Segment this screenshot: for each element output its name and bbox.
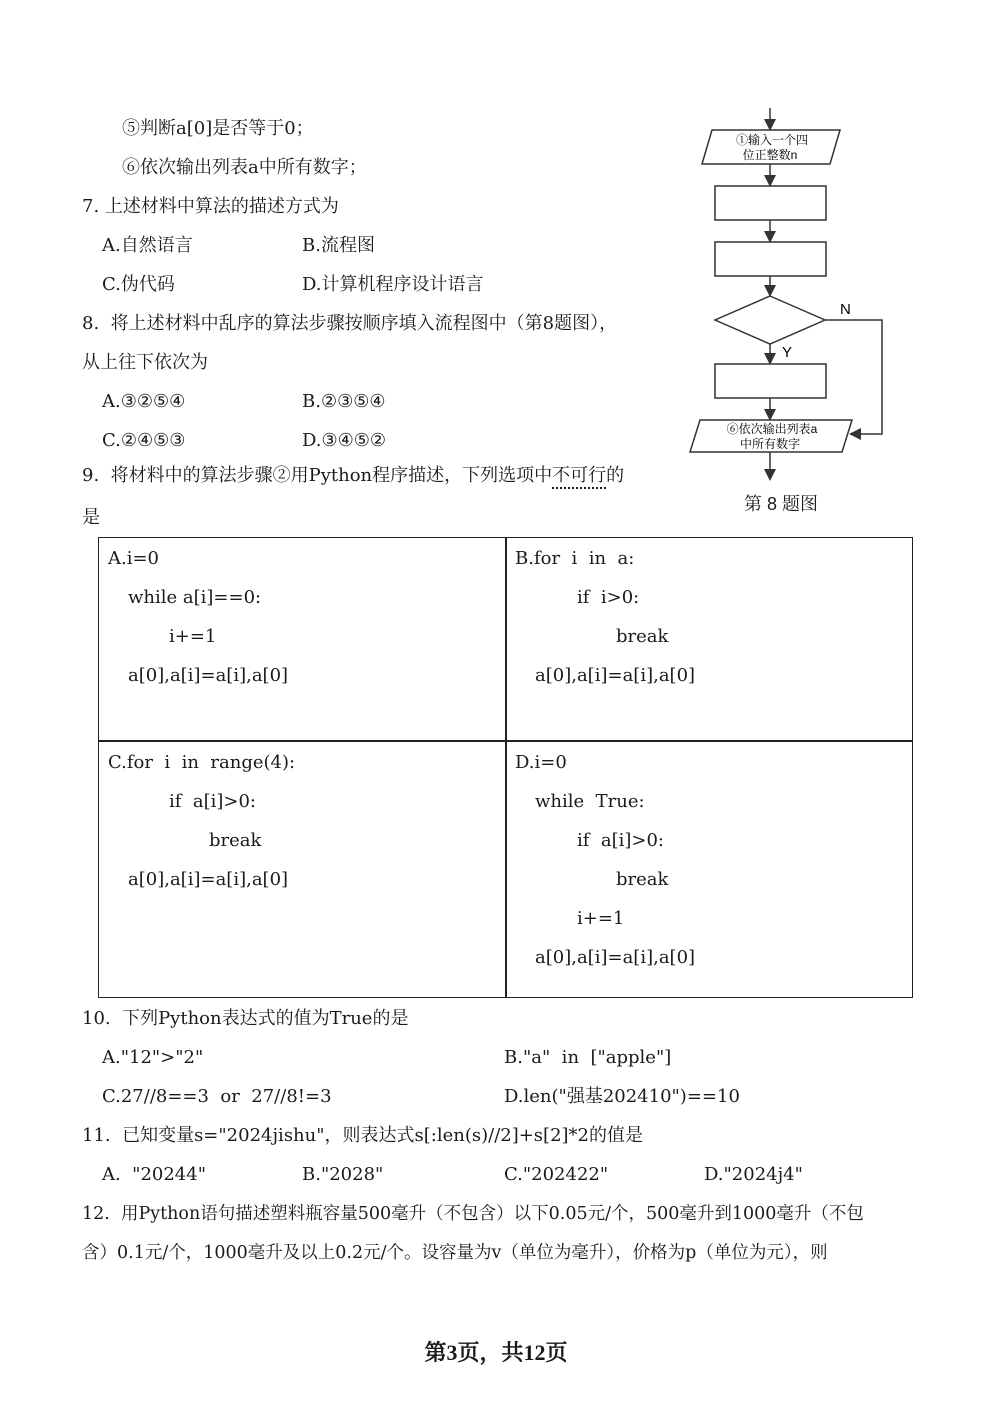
q9-a-line1: A.i=0 (108, 548, 160, 569)
q8-option-d: D.③④⑤② (302, 430, 387, 451)
q7-option-b: B.流程图 (302, 235, 375, 256)
q11-option-a: A. "20244" (102, 1164, 206, 1185)
q9-a-line3: i+=1 (169, 626, 217, 647)
q9-stem-suffix: 的 (606, 465, 625, 486)
q8-stem-line2: 从上往下依次为 (82, 352, 208, 373)
flow-decision-diamond (715, 296, 825, 344)
q9-d-line3: if a[i]>0: (577, 830, 664, 851)
flow-output-text-line2: 中所有数字 (739, 437, 801, 451)
q9-b-line1: B.for i in a: (515, 548, 635, 569)
q8-option-c: C.②④⑤③ (102, 430, 186, 451)
table-divider-vertical (505, 538, 507, 997)
q8-stem-line1: 8. 将上述材料中乱序的算法步骤按顺序填入流程图中（第8题图）， (82, 313, 618, 334)
q10-option-d: D.len("强基202410")==10 (504, 1086, 740, 1107)
q9-stem-emphasis: 不可行 (552, 465, 607, 486)
q9-a-line2: while a[i]==0: (128, 587, 262, 608)
q9-b-line2: if i>0: (577, 587, 640, 608)
q12-line2: 含）0.1元/个，1000毫升及以上0.2元/个。设容量为v（单位为毫升），价格为p（单位为元），则 (82, 1243, 828, 1263)
q7-option-a: A.自然语言 (102, 235, 193, 256)
q10-option-c: C.27//8==3 or 27//8!=3 (102, 1086, 332, 1107)
flow-blank-box-2 (715, 242, 826, 276)
q11-option-b: B."2028" (302, 1164, 384, 1185)
q8-option-a: A.③②⑤④ (102, 391, 186, 412)
q9-b-line3: break (616, 626, 669, 647)
q8-option-b: B.②③⑤④ (302, 391, 386, 412)
q9-stem-line2: 是 (82, 507, 100, 528)
material-step-5: ⑤判断a[0]是否等于0； (122, 118, 314, 139)
q9-c-line1: C.for i in range(4): (108, 752, 296, 773)
q9-d-line6: a[0],a[i]=a[i],a[0] (535, 947, 696, 968)
q7-option-d: D.计算机程序设计语言 (302, 274, 484, 295)
q9-c-line4: a[0],a[i]=a[i],a[0] (128, 869, 289, 890)
q9-c-line3: break (209, 830, 262, 851)
q9-d-line5: i+=1 (577, 908, 625, 929)
q9-d-line2: while True: (535, 791, 645, 812)
q7-stem: 7. 上述材料中算法的描述方式为 (82, 196, 339, 217)
q9-stem-line1 (82, 465, 624, 487)
q9-a-line4: a[0],a[i]=a[i],a[0] (128, 665, 289, 686)
q9-d-line4: break (616, 869, 669, 890)
table-divider-horizontal (99, 740, 912, 742)
flow-blank-box-3 (715, 364, 826, 398)
q9-options-table (98, 537, 913, 998)
q9-b-line4: a[0],a[i]=a[i],a[0] (535, 665, 696, 686)
q10-stem: 10. 下列Python表达式的值为True的是 (82, 1008, 409, 1029)
q9-c-line2: if a[i]>0: (169, 791, 256, 812)
flow-blank-box-1 (715, 186, 826, 220)
flow-no-label: N (840, 301, 851, 318)
q12-line1: 12. 用Python语句描述塑料瓶容量500毫升（不包含）以下0.05元/个，500毫升到1000毫升（不包 (82, 1204, 864, 1224)
q10-option-a: A."12">"2" (102, 1047, 204, 1068)
q8-flowchart (680, 100, 920, 520)
flow-output-text-line1: ⑥依次输出列表a (726, 422, 818, 436)
q11-option-c: C."202422" (504, 1164, 609, 1185)
q11-stem: 11. 已知变量s="2024jishu"，则表达式s[:len(s)//2]+s[2]*2的值是 (82, 1125, 643, 1146)
material-step-6: ⑥依次输出列表a中所有数字； (122, 157, 367, 178)
flow-arrow-no-branch (825, 320, 882, 434)
page-footer: 第3页，共12页 (424, 1340, 568, 1365)
flow-yes-label: Y (782, 344, 793, 361)
q7-option-c: C.伪代码 (102, 274, 175, 295)
flow-input-text-line2: 位正整数n (742, 148, 798, 162)
q11-option-d: D."2024j4" (704, 1164, 803, 1185)
q9-d-line1: D.i=0 (515, 752, 567, 773)
flowchart-caption: 第 8 题图 (744, 494, 819, 514)
q10-option-b: B."a" in ["apple"] (504, 1047, 672, 1068)
flow-input-text-line1: ①输入一个四 (735, 133, 809, 147)
q9-stem-prefix: 9. 将材料中的算法步骤②用Python程序描述，下列选项中 (82, 465, 553, 486)
